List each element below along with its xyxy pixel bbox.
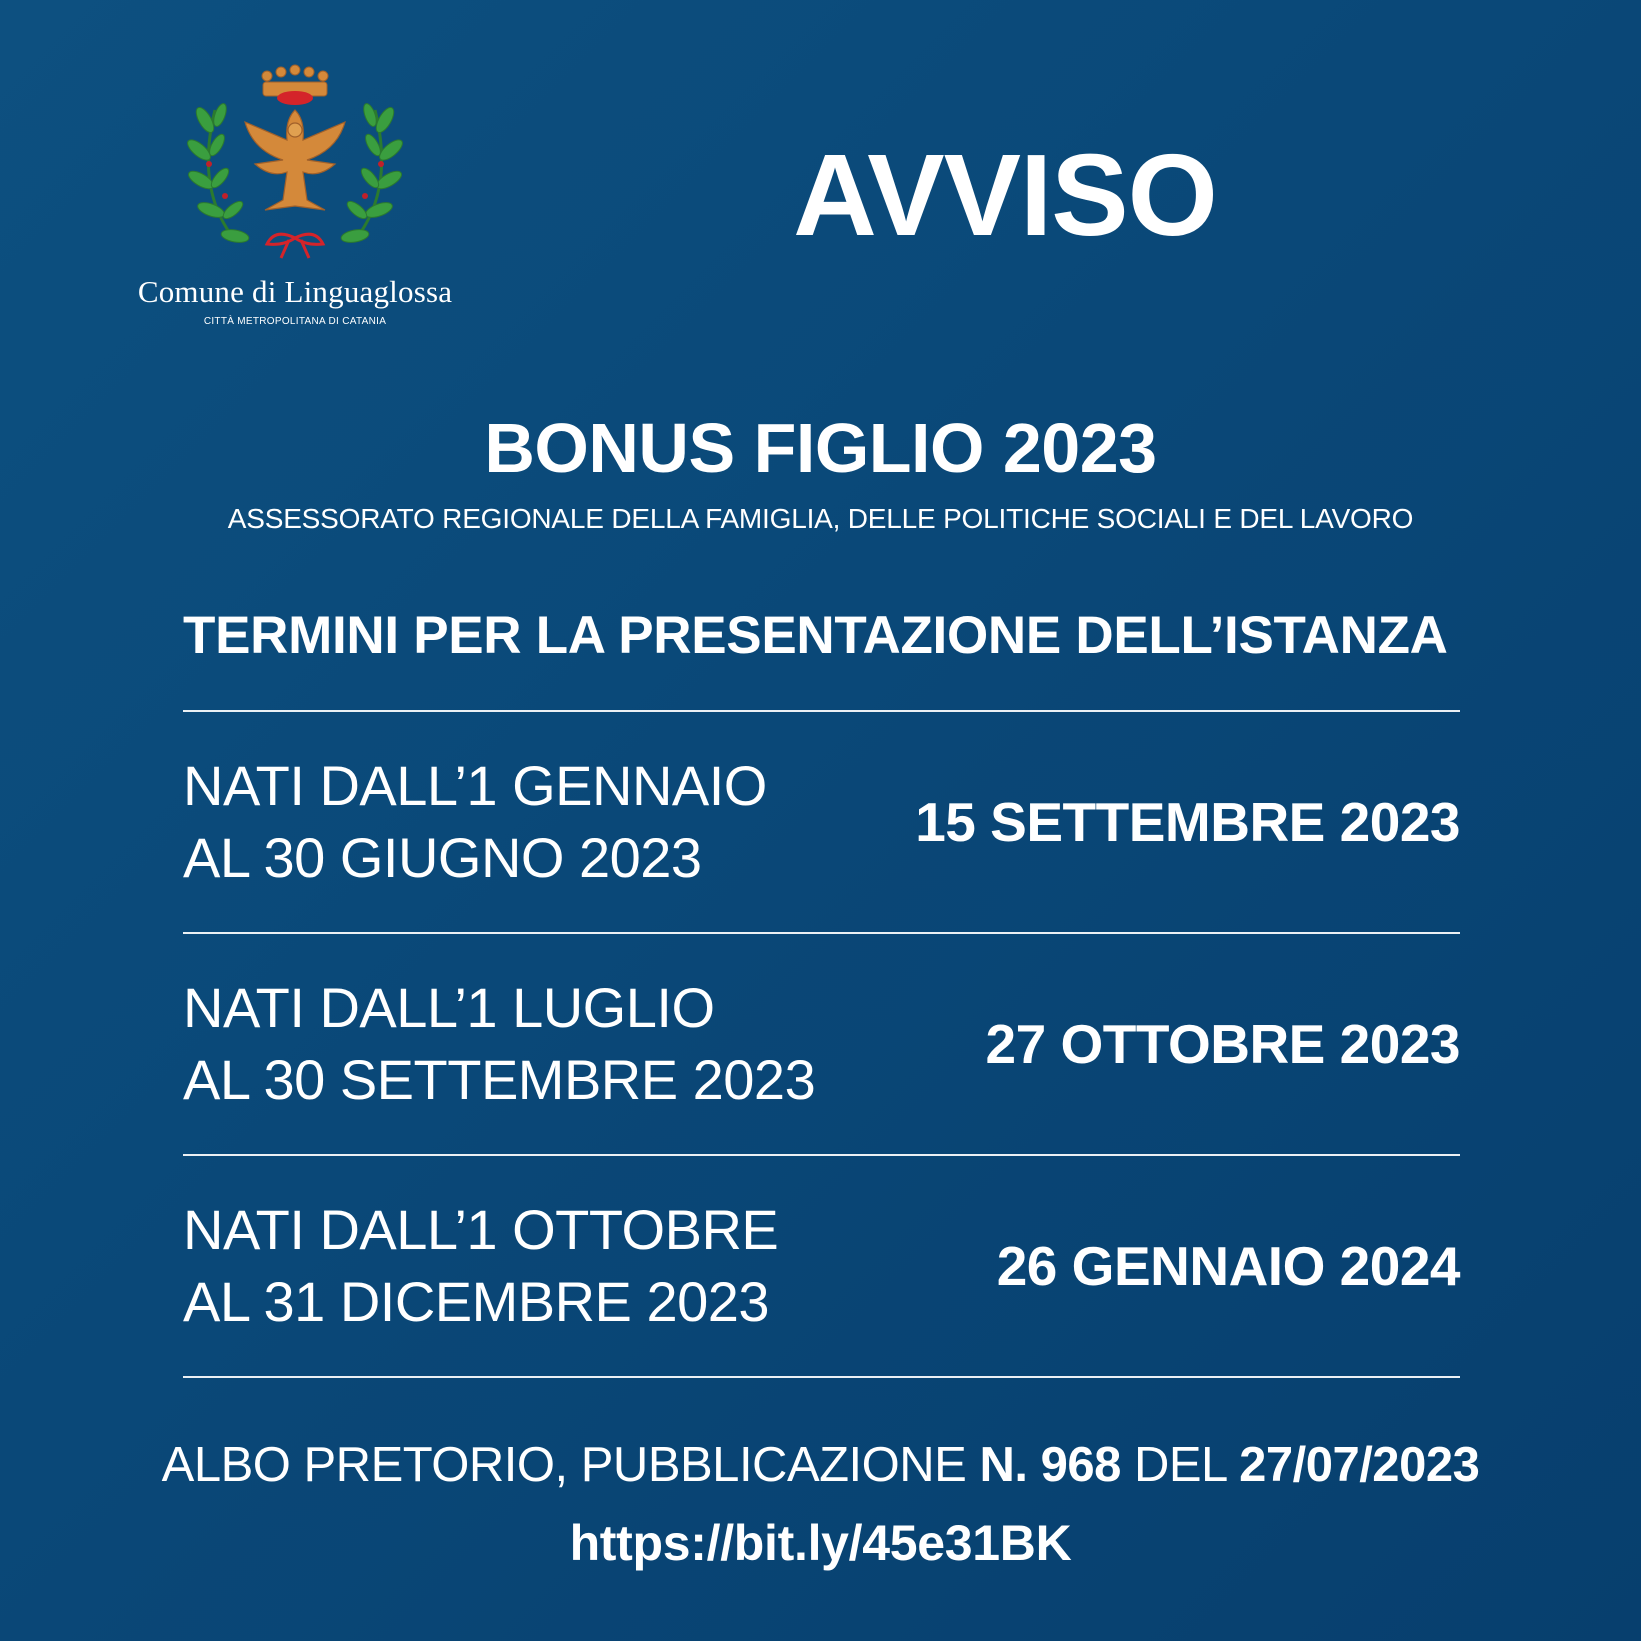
albo-prefix: ALBO PRETORIO, PUBBLICAZIONE (161, 1438, 980, 1492)
comune-logo (110, 60, 480, 327)
comune-subtitle: CITTÀ METROPOLITANA DI CATANIA (203, 316, 387, 327)
deadlines-table (183, 710, 1460, 1378)
deadline-date: 15 SETTEMBRE 2023 (915, 791, 1460, 853)
birth-period (183, 972, 815, 1116)
period-line-1: NATI DALL’1 GENNAIO (183, 754, 767, 817)
terms-heading: TERMINI PER LA PRESENTAZIONE DELL’ISTANZA (183, 606, 1448, 665)
bonus-title: BONUS FIGLIO 2023 (484, 409, 1157, 487)
deadline-date: 27 OTTOBRE 2023 (985, 1013, 1460, 1075)
birth-period (183, 750, 767, 894)
coat-of-arms-icon (175, 60, 415, 260)
period-line-2: AL 30 GIUGNO 2023 (183, 826, 702, 889)
short-link[interactable]: https://bit.ly/45e31BK (569, 1515, 1072, 1571)
bonus-subtitle: ASSESSORATO REGIONALE DELLA FAMIGLIA, DELLE POLITICHE SOCIALI E DEL LAVORO (227, 503, 1414, 534)
period-line-1: NATI DALL’1 LUGLIO (183, 976, 715, 1039)
albo-number: N. 968 (979, 1438, 1121, 1492)
period-line-1: NATI DALL’1 OTTOBRE (183, 1198, 779, 1261)
notice-title: AVVISO (793, 130, 1217, 260)
period-line-2: AL 31 DICEMBRE 2023 (183, 1270, 770, 1333)
birth-period (183, 1194, 778, 1338)
albo-date: 27/07/2023 (1239, 1438, 1480, 1492)
comune-name: Comune di Linguaglossa (137, 274, 453, 309)
table-row (183, 1156, 1460, 1376)
divider (183, 1376, 1460, 1378)
table-row (183, 712, 1460, 932)
albo-pretorio-reference (0, 1437, 1641, 1493)
deadline-date: 26 GENNAIO 2024 (996, 1235, 1460, 1297)
albo-mid: DEL (1120, 1438, 1240, 1492)
table-row (183, 934, 1460, 1154)
period-line-2: AL 30 SETTEMBRE 2023 (183, 1048, 816, 1111)
